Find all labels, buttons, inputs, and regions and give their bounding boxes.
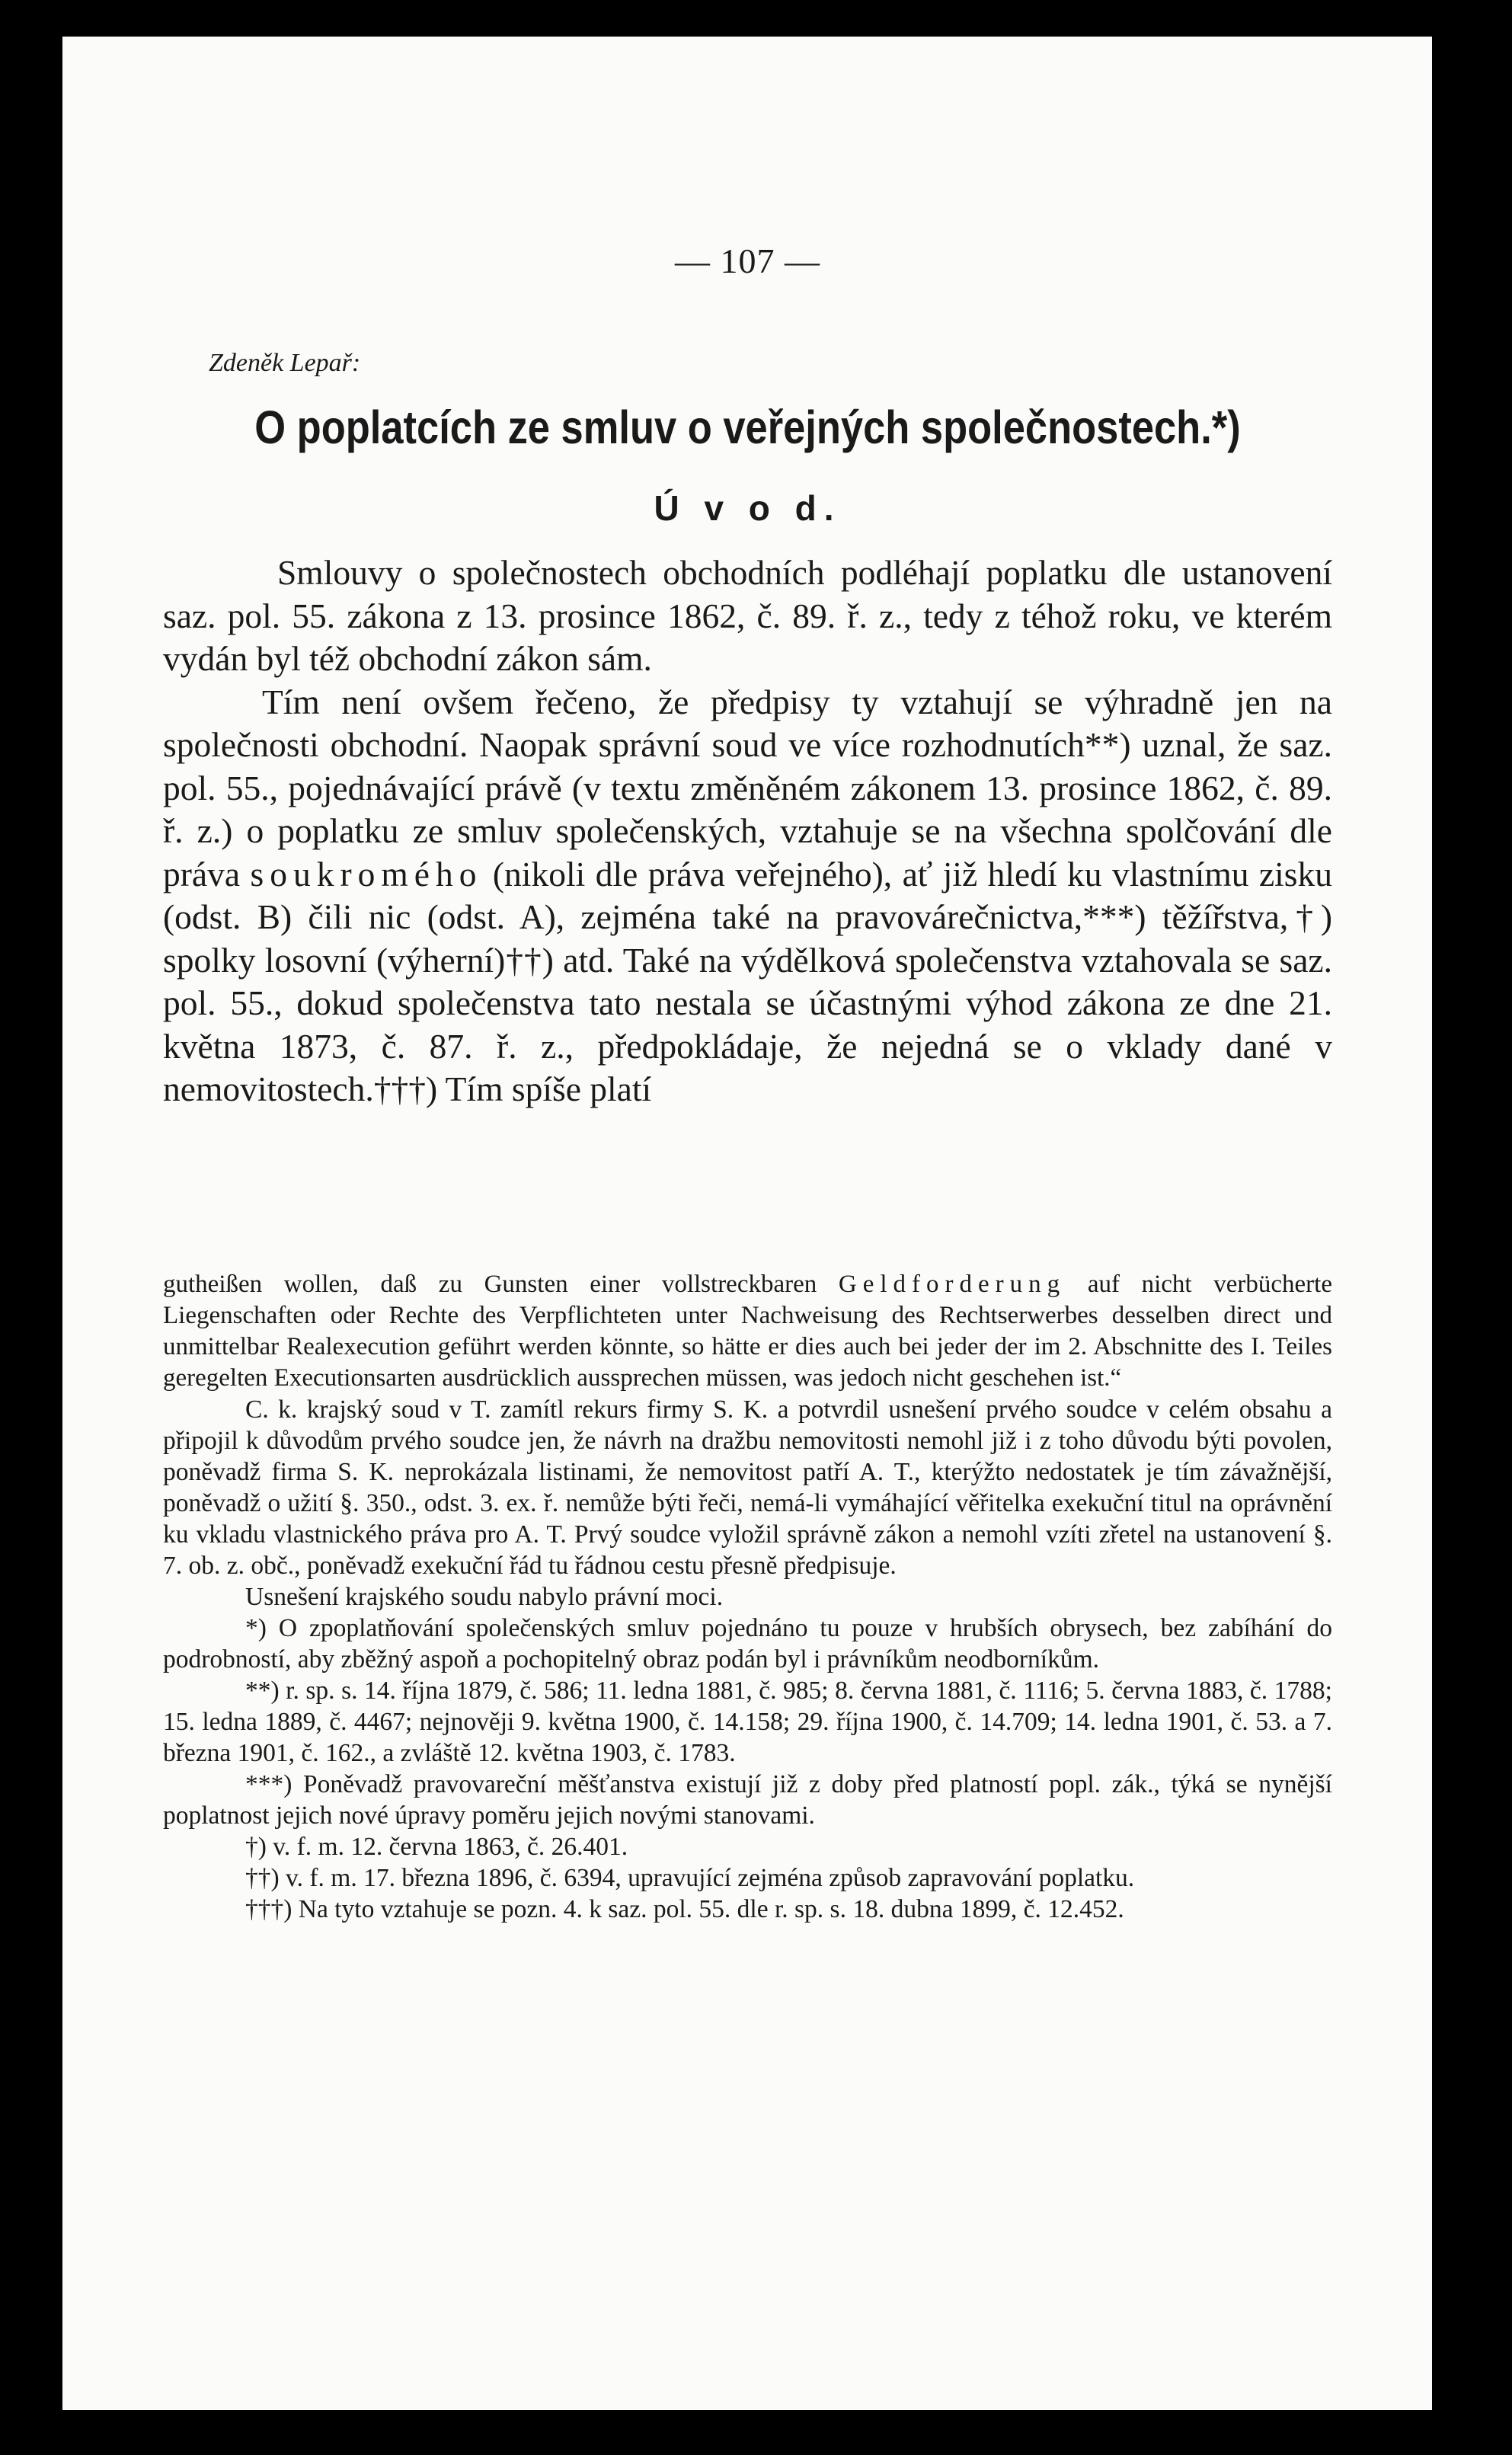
page-number: — 107 — <box>675 241 820 280</box>
section-heading: Ú v o d. <box>654 488 842 528</box>
paragraph-2 <box>163 681 1332 1111</box>
footnote-2: **) r. sp. s. 14. října 1879, č. 586; 11. ledna 1881, č. 985; 8. června 1881, č. 1116; 5. června 1883, č. 1788; 15. ledna 1889, č. 4467; nejnověji 9. května 1900, č. 14.158; 29. října 1900, č. 14.709; 14. ledna 1901, č. 53. a 7. března 1901, č. 162., a zvláště 12. května 1903, č. 1783. <box>163 1677 1332 1767</box>
german-quote-emphasis: Geldforderung <box>838 1271 1066 1298</box>
german-quote-part-a: gutheißen wollen, daß zu Gunsten einer vollstreckbaren <box>163 1271 839 1298</box>
footnotes <box>163 1269 1332 1925</box>
footnote-3: ***) Poněvadž pravovareční měšťanstva existují již z doby před platností popl. zák., týká se nynější poplatnost jejich nové úpravy poměru jejich novými stanovami. <box>163 1770 1332 1830</box>
footnote-6: †††) Na tyto vztahuje se pozn. 4. k saz. pol. 55. dle r. sp. s. 18. dubna 1899, č. 12.452. <box>245 1895 1124 1923</box>
footnote-german-quote <box>163 1269 1332 1394</box>
paragraph-1: Smlouvy o společnostech obchodních podléhají poplatku dle ustanovení saz. pol. 55. zákona z 13. prosince 1862, č. 89. ř. z., tedy z téhož roku, ve kterém vydán byl též obchodní zákon sám. <box>163 553 1332 678</box>
scanned-page <box>62 37 1432 2410</box>
paragraph-2-part-a: Tím není ovšem řečeno, že předpisy ty vztahují se výhradně jen na společnosti obchodní. Naopak správní soud ve více rozhodnutích**) uznal, že saz. pol. 55., pojednávající právě (v textu změněném zákonem 13. prosince 1862, č. 89. ř. z.) o poplatku ze smluv společenských, vztahuje se na všechna spolčování dle práva <box>163 682 1332 893</box>
author-name: Zdeněk Lepař: <box>209 349 361 377</box>
footnote-resolution: Usnešení krajského soudu nabylo právní moci. <box>245 1583 724 1611</box>
footnote-court-ruling: C. k. krajský soud v T. zamítl rekurs firmy S. K. a potvrdil usnešení prvého soudce v celém obsahu a připojil k důvodům prvého soudce jen, že návrh na dražbu nemovitosti nemohl již i z toho důvodu býti povolen, poněvadž firma S. K. neprokázala listinami, že nemovitost patří A. T., kterýžto nedostatek je tím závažnější, poněvadž o užití §. 350., odst. 3. ex. ř. nemůže býti řeči, nemá-li vymáhající věřitelka exekuční titul na oprávnění ku vkladu vlastnického práva pro A. T. Prvý soudce vyložil správně zákon a nemohl vzíti zřetel na ustanovení §. 7. ob. z. obč., poněvadž exekuční řád tu řádnou cestu přesně předpisuje. <box>163 1395 1332 1580</box>
german-quote-part-b: auf nicht verbücherte Liegenschaften oder Rechte des Verpflichteten unter Nachweisung des Rechtserwerbes desselben direct und unmittelbar Realexecution geführt werden könnte, so hätte er dies auch bei jeder der im 2. Abschnitte des I. Teiles geregelten Executionsarten ausdrücklich aussprechen müssen, was jedoch nicht geschehen ist.“ <box>163 1271 1332 1392</box>
paragraph-2-emphasis: soukromého <box>250 854 483 893</box>
footnote-4: †) v. f. m. 12. června 1863, č. 26.401. <box>245 1833 628 1861</box>
body-text <box>163 551 1332 1111</box>
footnote-1: *) O zpoplatňování společenských smluv pojednáno tu pouze v hrubších obrysech, bez zabíhání do podrobností, aby zběžný aspoň a pochopitelný obraz podán byl i právníkům neodborníkům. <box>163 1614 1332 1673</box>
paragraph-2-part-b: (nikoli dle práva veřejného), ať již hledí ku vlastnímu zisku (odst. B) čili nic (odst. A), zejména také na pravovárečnictva,***) těžířstva,†) spolky losovní (výherní)††) atd. Také na výdělková společenstva vztahovala se saz. pol. 55., dokud společenstva tato nestala se účastnými výhod zákona ze dne 21. května 1873, č. 87. ř. z., předpokládaje, že nejedná se o vklady dané v nemovitostech.†††) Tím spíše platí <box>163 854 1332 1108</box>
footnote-5: ††) v. f. m. 17. března 1896, č. 6394, upravující zejména způsob zapravování poplatku. <box>245 1864 1135 1892</box>
article-title: O poplatcích ze smluv o veřejných společnostech.*) <box>254 401 1241 453</box>
